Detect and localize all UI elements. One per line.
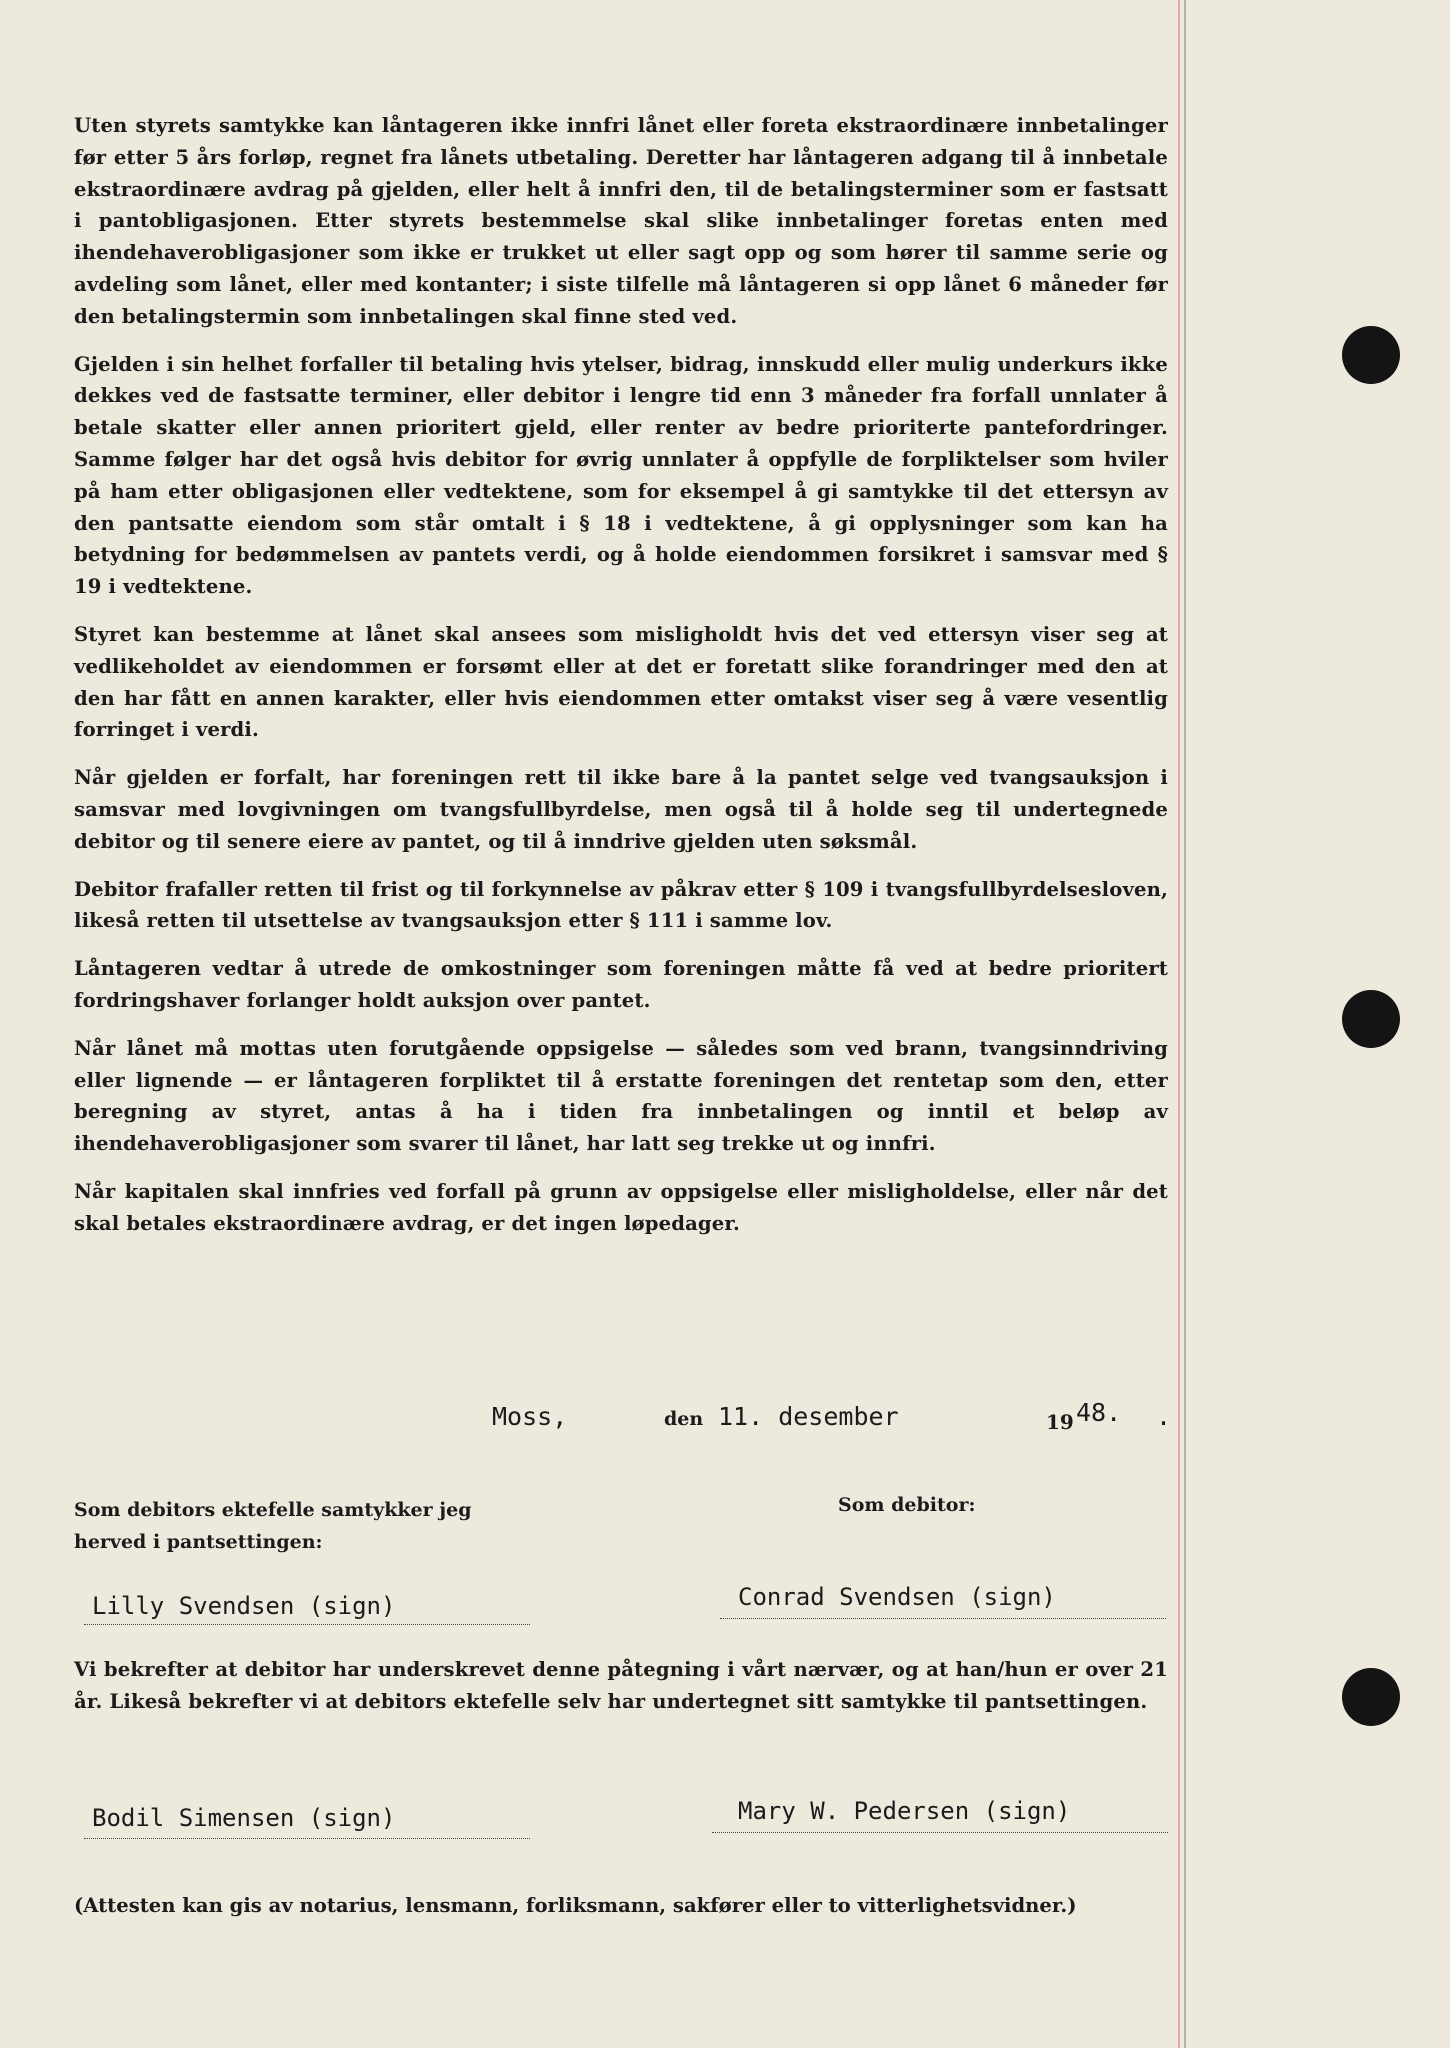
dateline-trailing-dot: .: [1156, 1402, 1172, 1431]
paragraph-maintenance: Styret kan bestemme at lånet skal ansees som misligholdt hvis det ved ettersyn viser seg at vedlikeholdet av eiendommen er forsømt eller at det er foretatt slike forandringer med den at den har fått en annen karakter, eller hvis eiendommen etter omtakst viser seg å være vesentlig forringet i verdi.: [74, 622, 1168, 742]
witness-statement-block: [74, 1654, 1168, 1734]
margin-line-dark: [1184, 0, 1186, 2048]
paragraph-interest-loss: Når lånet må mottas uten forutgående oppsigelse — således som ved brann, tvangsinndriving eller lignende — er låntageren forpliktet til å erstatte foreningen det rentetap som den, etter beregning av styret, antas å ha i tiden fra innbetalingen og inntil et beløp av ihendehaverobligasjoner som svarer til lånet, har latt seg trekke ut og innfri.: [74, 1036, 1168, 1156]
witness2-signature-line: [712, 1832, 1168, 1833]
paragraph-no-grace-days: Når kapitalen skal innfries ved forfall på grunn av oppsigelse eller misligholdelse, eller når det skal betales ekstraordinære avdrag, er det ingen løpedager.: [74, 1179, 1168, 1235]
paragraph-waiver: Debitor frafaller retten til frist og til forkynnelse av påkrav etter § 109 i tvangsfullbyrdelsesloven, likeså retten til utsettelse av tvangsauksjon etter § 111 i samme lov.: [74, 877, 1168, 933]
paragraph-costs: Låntageren vedtar å utrede de omkostninger som foreningen måtte få ved at bedre prioritert fordringshaver forlanger holdt auksjon over pantet.: [74, 957, 1168, 1012]
punch-hole-bottom: [1342, 1668, 1400, 1726]
terms-text: [74, 110, 1168, 1256]
punch-hole-middle: [1342, 990, 1400, 1048]
dateline-date: 11. desember: [718, 1402, 899, 1431]
witness1-signature: Bodil Simensen (sign): [92, 1804, 396, 1832]
spouse-signature: Lilly Svendsen (sign): [92, 1592, 396, 1620]
dateline-year-suffix: 48.: [1076, 1398, 1122, 1427]
paragraph-default: Gjelden i sin helhet forfaller til betaling hvis ytelser, bidrag, innskudd eller mulig underkurs ikke dekkes ved de fastsatte terminer, eller debitor i lengre tid enn 3 måneder fra forfall unnlater å betale skatter eller annen prioritert gjeld, eller renter av bedre prioriterte pantefordringer. Samme følger har det også hvis debitor for øvrig unnlater å oppfylle de forpliktelser som hviler på ham etter obligasjonen eller vedtektene, som for eksempel å gi samtykke til det ettersyn av den pantsatte eiendom som står omtalt i § 18 i vedtektene, å gi opplysninger som kan ha betydning for bedømmelsen av pantets verdi, og å holde eiendommen forsikret i samsvar med § 19 i vedtektene.: [74, 352, 1168, 599]
witness1-signature-line: [84, 1838, 530, 1839]
paragraph-enforcement: Når gjelden er forfalt, har foreningen rett til ikke bare å la pantet selge ved tvangsauksjon i samsvar med lovgivningen om tvangsfullbyrdelse, men også til å holde seg til undertegnede debitor og til senere eiere av pantet, og til å inndrive gjelden uten søksmål.: [74, 766, 1168, 853]
attestation-note: (Attesten kan gis av notarius, lensmann, forliksmann, sakfører eller to vitterlighetsvidner.): [74, 1894, 1077, 1917]
margin-line-red: [1178, 0, 1180, 2048]
witness-statement: Vi bekrefter at debitor har underskrevet denne påtegning i vårt nærvær, og at han/hun er over 21 år. Likeså bekrefter vi at debitors ektefelle selv har undertegnet sitt samtykke til pantsettingen.: [74, 1658, 1168, 1713]
punch-hole-top: [1342, 326, 1400, 384]
paragraph-prepayment: Uten styrets samtykke kan låntageren ikke innfri lånet eller foreta ekstraordinære innbetalinger før etter 5 års forløp, regnet fra lånets utbetaling. Deretter har låntageren adgang til å innbetale ekstraordinære avdrag på gjelden, eller helt å innfri den, til de betalingsterminer som er fastsatt i pantobligasjonen. Etter styrets bestemmelse skal slike innbetalinger foretas enten med ihendehaverobligasjoner som ikke er trukket ut eller sagt opp og som hører til samme serie og avdeling som lånet, eller med kontanter; i siste tilfelle må låntageren si opp lånet 6 måneder før den betalingstermin som innbetalingen skal finne sted ved.: [74, 114, 1168, 328]
dateline-place: Moss,: [492, 1402, 568, 1431]
debtor-signature: Conrad Svendsen (sign): [738, 1583, 1056, 1611]
spouse-consent-label: Som debitors ektefelle samtykker jeg herved i pantsettingen:: [74, 1499, 472, 1553]
debtor-label: Som debitor:: [838, 1494, 976, 1516]
spouse-signature-line: [84, 1624, 530, 1625]
dateline-den: den: [664, 1408, 704, 1430]
witness2-signature: Mary W. Pedersen (sign): [738, 1797, 1071, 1825]
debtor-signature-line: [720, 1618, 1166, 1619]
dateline-year-prefix: 19: [1046, 1410, 1074, 1434]
